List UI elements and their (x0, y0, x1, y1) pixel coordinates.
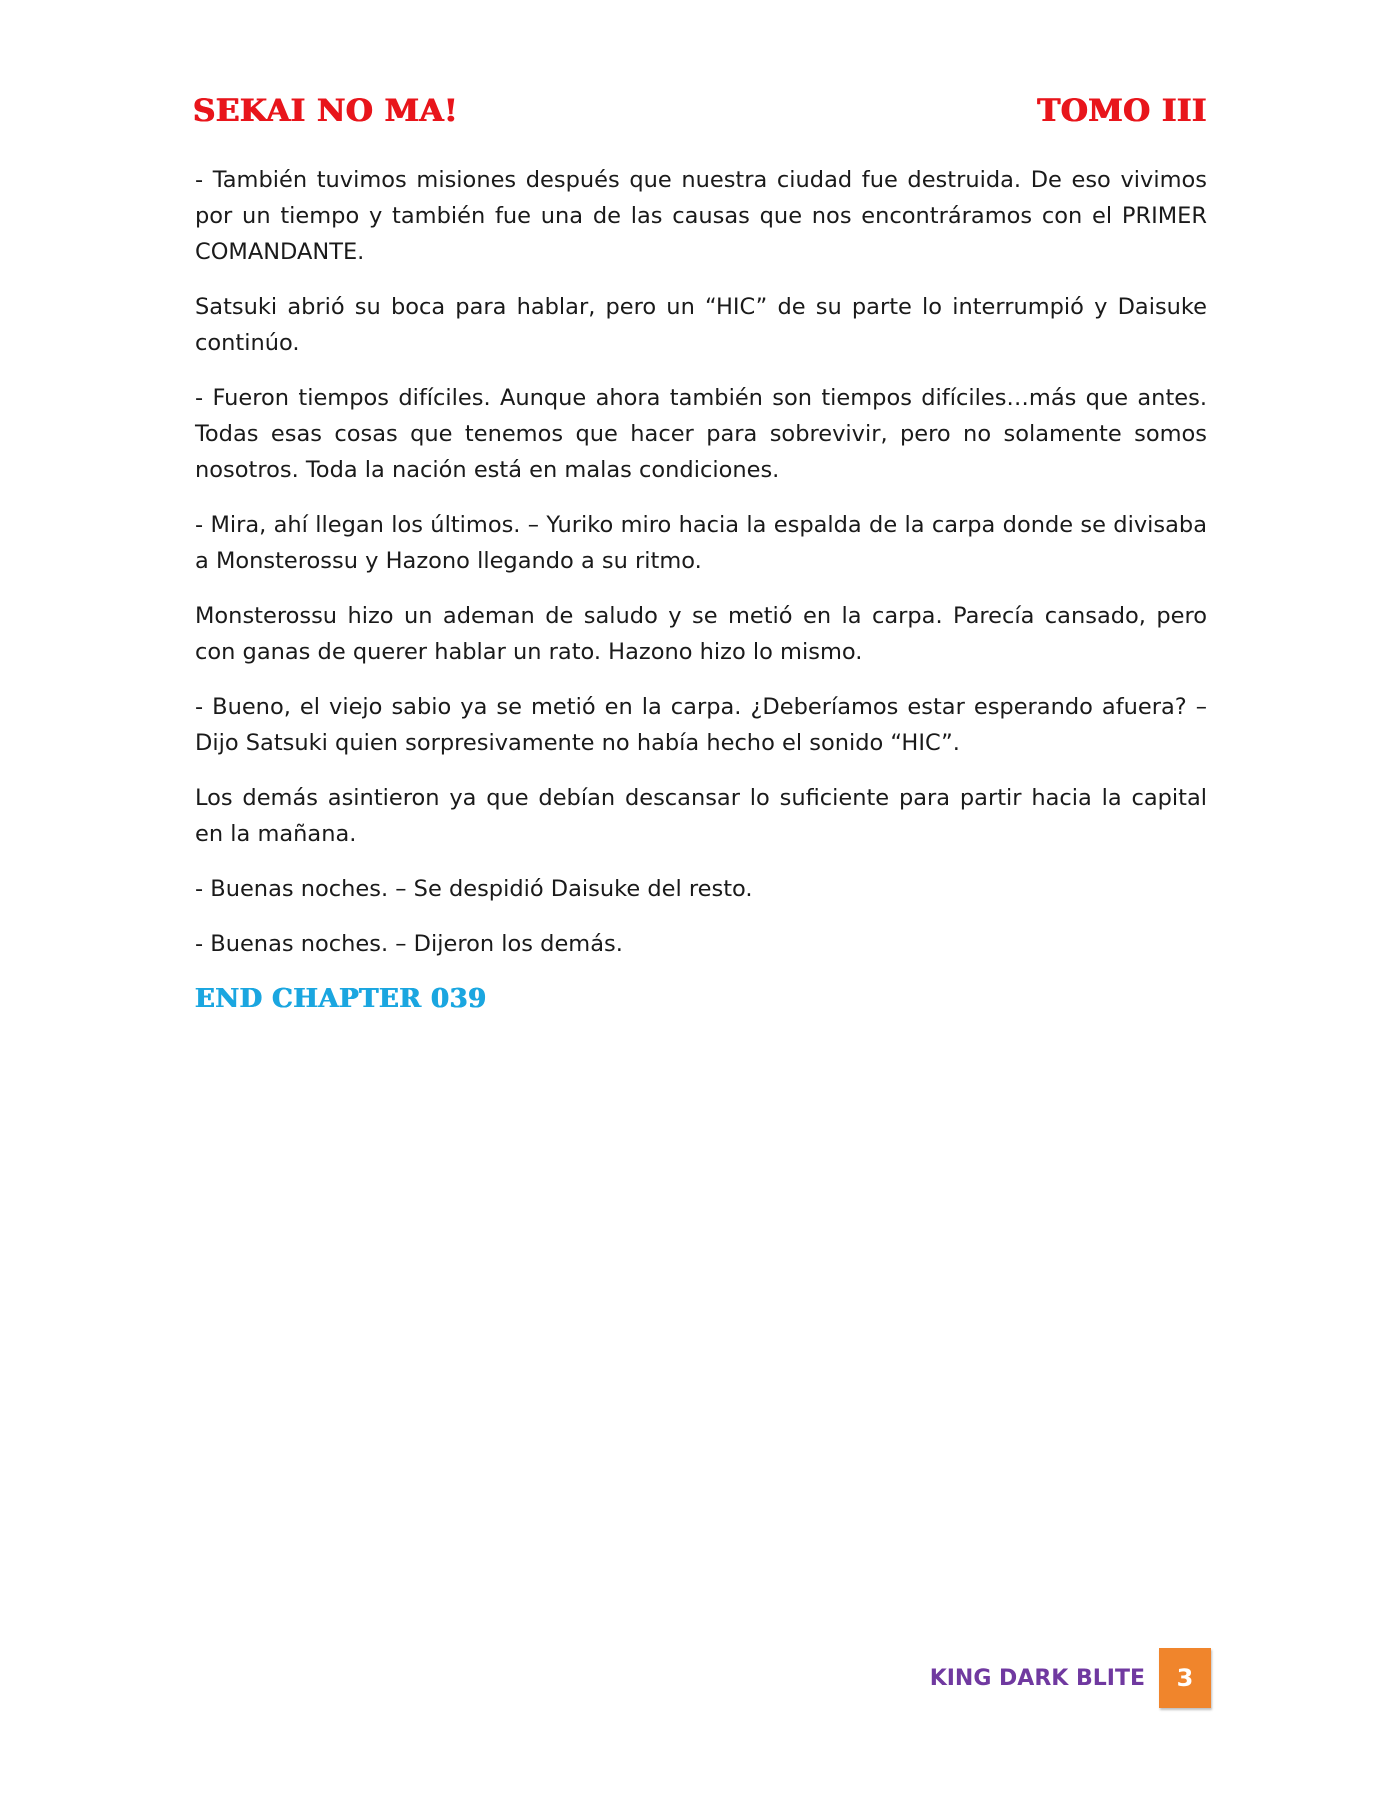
volume-label: TOMO III (1037, 93, 1207, 129)
paragraph: - Fueron tiempos difíciles. Aunque ahora también son tiempos difíciles…más que antes. Todas esas cosas que tenemos que hacer para sobrevivir, pero no solamente somos nosotros. Toda la nación está en malas condiciones. (195, 385, 1207, 483)
chapter-end-label: END CHAPTER 039 (195, 984, 487, 1014)
book-title: SEKAI NO MA! (193, 93, 459, 129)
page-header (193, 86, 1207, 136)
paragraph: Satsuki abrió su boca para hablar, pero un “HIC” de su parte lo interrumpió y Daisuke continúo. (195, 294, 1207, 356)
chapter-text (195, 162, 1207, 1017)
paragraph: - Buenas noches. – Dijeron los demás. (195, 931, 623, 957)
page-footer (900, 1648, 1211, 1708)
page-number-badge: 3 (1159, 1648, 1211, 1708)
paragraph: - Buenas noches. – Se despidió Daisuke del resto. (195, 876, 753, 902)
paragraph: Los demás asintieron ya que debían descansar lo suficiente para partir hacia la capital en la mañana. (195, 785, 1207, 847)
paragraph: - También tuvimos misiones después que nuestra ciudad fue destruida. De eso vivimos por un tiempo y también fue una de las causas que nos encontráramos con el PRIMER COMANDANTE. (195, 167, 1207, 265)
author-name: KING DARK BLITE (929, 1665, 1145, 1691)
paragraph: - Bueno, el viejo sabio ya se metió en la carpa. ¿Deberíamos estar esperando afuera? – Dijo Satsuki quien sorpresivamente no había hecho el sonido “HIC”. (195, 694, 1207, 756)
paragraph: - Mira, ahí llegan los últimos. – Yuriko miro hacia la espalda de la carpa donde se divisaba a Monsterossu y Hazono llegando a su ritmo. (195, 512, 1207, 574)
paragraph: Monsterossu hizo un ademan de saludo y se metió en la carpa. Parecía cansado, pero con ganas de querer hablar un rato. Hazono hizo lo mismo. (195, 603, 1207, 665)
